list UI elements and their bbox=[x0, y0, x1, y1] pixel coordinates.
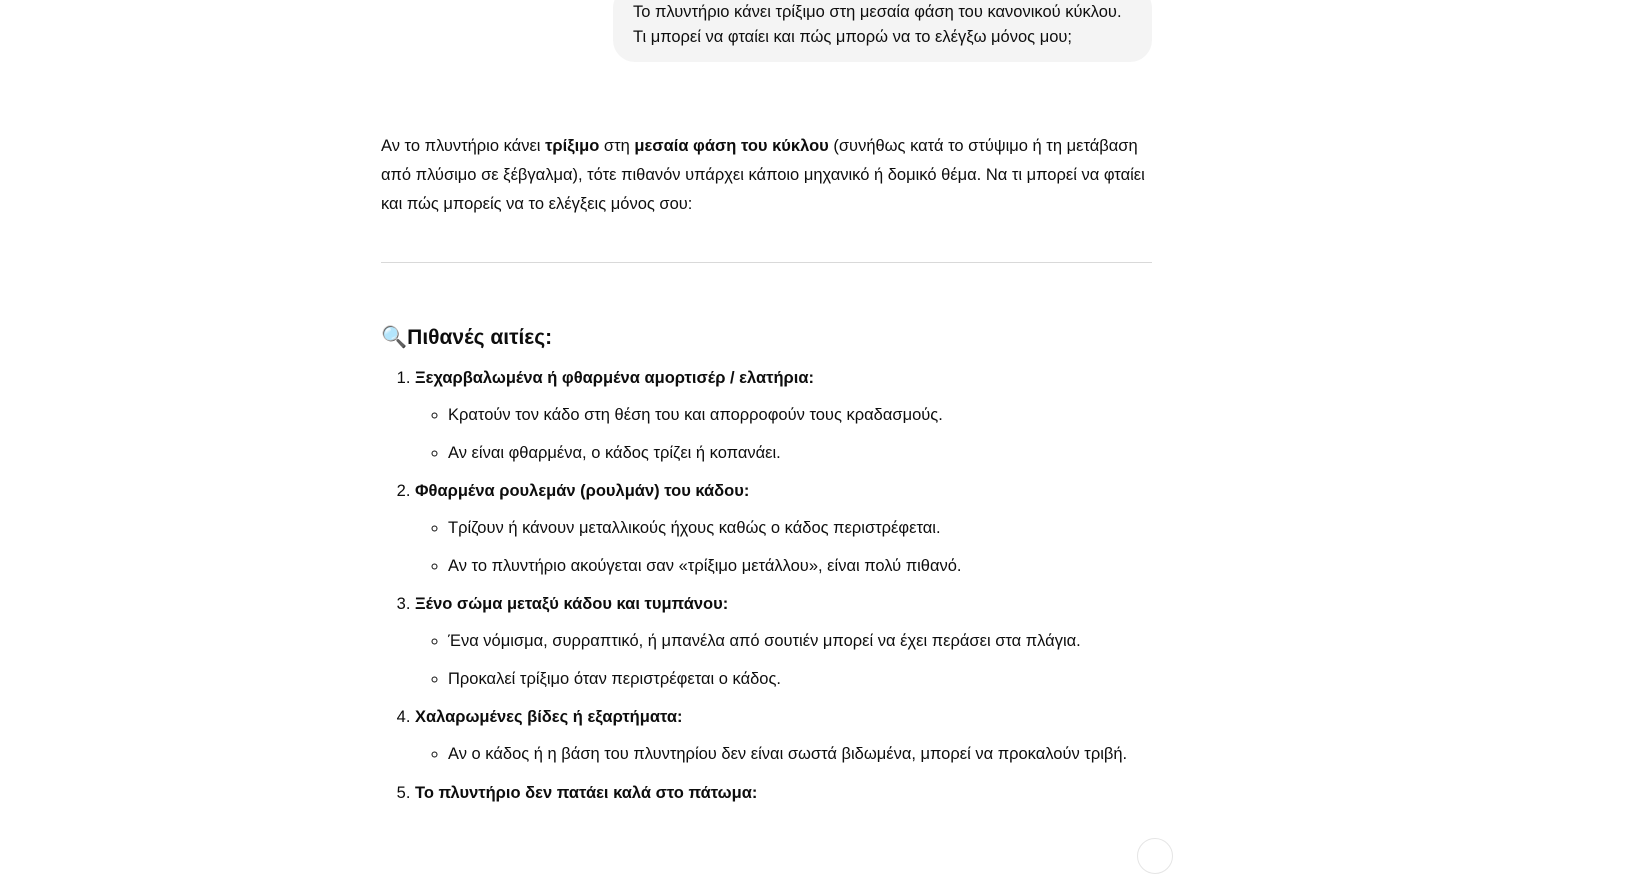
intro-text: Αν το πλυντήριο κάνει bbox=[381, 137, 546, 155]
user-message-text: Το πλυντήριο κάνει τρίξιμο στη μεσαία φάση του κανονικού κύκλου. Τι μπορεί να φταίει και πώς μπορώ να το ελέγξω μόνος μου; bbox=[633, 3, 1122, 46]
magnifier-icon: 🔍 bbox=[381, 326, 408, 349]
intro-bold: τρίξιμο bbox=[545, 137, 600, 155]
cause-item bbox=[415, 477, 1152, 581]
intro-bold: μεσαία φάση του κύκλου bbox=[634, 137, 829, 155]
cause-title: Ξένο σώμα μεταξύ κάδου και τυμπάνου: bbox=[415, 595, 729, 613]
cause-bullet: ◦ Αν το πλυντήριο ακούγεται σαν «τρίξιμο μετάλλου», είναι πολύ πιθανό. bbox=[448, 552, 1152, 581]
causes-list bbox=[381, 364, 1152, 816]
divider bbox=[381, 262, 1152, 263]
intro-text: στη bbox=[599, 137, 635, 155]
cause-bullet: ◦ Κρατούν τον κάδο στη θέση του και απορροφούν τους κραδασμούς. bbox=[448, 401, 1152, 430]
intro-paragraph bbox=[381, 132, 1152, 219]
cause-item bbox=[415, 364, 1152, 468]
cause-item bbox=[415, 703, 1152, 769]
cause-bullet: ◦ Αν είναι φθαρμένα, ο κάδος τρίζει ή κοπανάει. bbox=[448, 439, 1152, 468]
cause-title: Χαλαρωμένες βίδες ή εξαρτήματα: bbox=[415, 708, 683, 726]
cause-bullet: ◦ Αν ο κάδος ή η βάση του πλυντηρίου δεν είναι σωστά βιδωμένα, μπορεί να προκαλούν τριβή. bbox=[448, 740, 1152, 769]
assistant-intro bbox=[381, 132, 1152, 219]
scroll-down-button[interactable] bbox=[1137, 838, 1173, 874]
heading-text: Πιθανές αιτίες: bbox=[407, 326, 553, 349]
cause-bullets bbox=[415, 740, 1152, 769]
cause-title: Ξεχαρβαλωμένα ή φθαρμένα αμορτισέρ / ελατήρια: bbox=[415, 369, 814, 387]
causes-heading bbox=[381, 323, 552, 353]
cause-item bbox=[415, 779, 1152, 807]
cause-bullet: ◦ Τρίζουν ή κάνουν μεταλλικούς ήχους καθώς ο κάδος περιστρέφεται. bbox=[448, 514, 1152, 543]
cause-title: Φθαρμένα ρουλεμάν (ρουλμάν) του κάδου: bbox=[415, 482, 750, 500]
cause-bullets bbox=[415, 627, 1152, 694]
cause-item bbox=[415, 590, 1152, 694]
intro-text: (συνήθως κατά το στύψιμο ή τη μετάβαση από πλύσιμο σε ξέβγαλμα), τότε πιθανόν υπάρχει κάποιο μηχανικό ή δομικό θέμα. Να τι μπορεί να φταίει και πώς μπορείς να το ελέγξεις μόνος σου: bbox=[381, 137, 1145, 213]
cause-bullets bbox=[415, 401, 1152, 468]
cause-bullets bbox=[415, 514, 1152, 581]
cause-bullet: ◦ Προκαλεί τρίξιμο όταν περιστρέφεται ο κάδος. bbox=[448, 665, 1152, 694]
cause-title: Το πλυντήριο δεν πατάει καλά στο πάτωμα: bbox=[415, 783, 758, 802]
user-message-bubble bbox=[613, 0, 1152, 62]
cause-bullet: ◦ Ένα νόμισμα, συρραπτικό, ή μπανέλα από σουτιέν μπορεί να έχει περάσει στα πλάγια. bbox=[448, 627, 1152, 656]
